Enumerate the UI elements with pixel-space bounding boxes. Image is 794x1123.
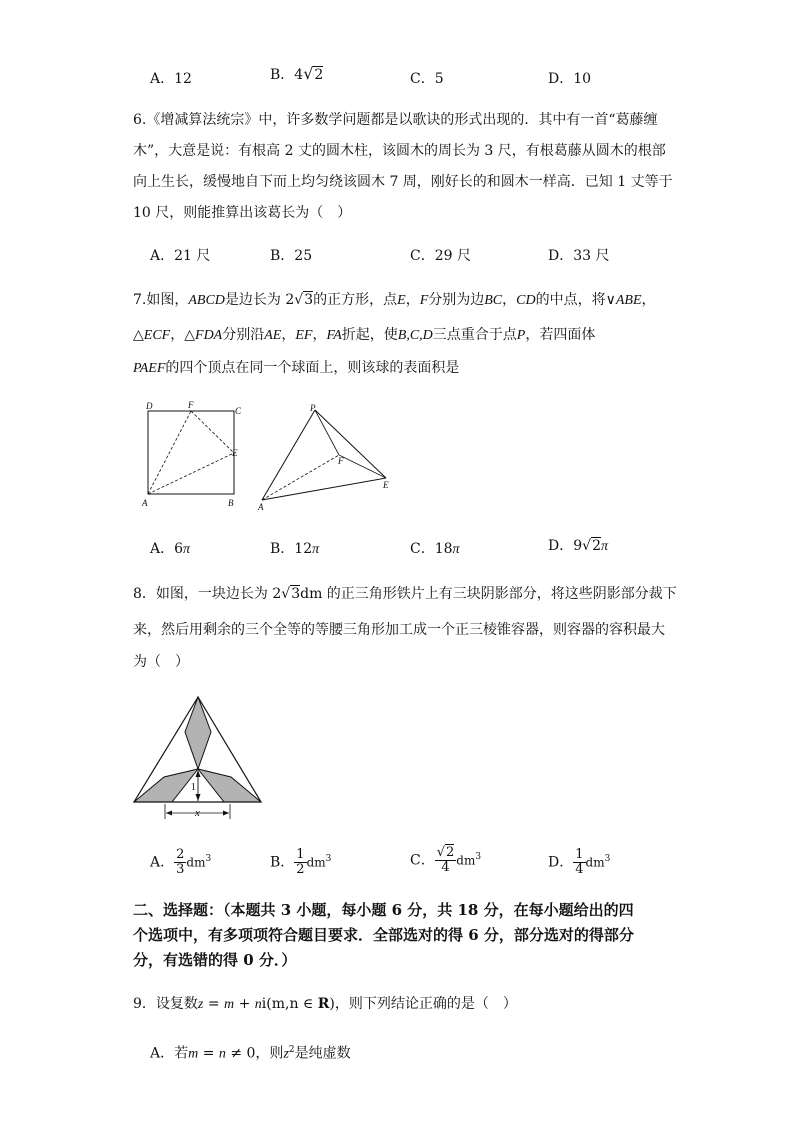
q6-line-4: 10 尺，则能推算出该葛长为（ ） — [133, 205, 352, 221]
section-2-line-1: 二、选择题：（本题共 3 小题，每小题 6 分，共 18 分，在每小题给出的四 — [133, 901, 634, 919]
q7-label-d: D — [146, 401, 153, 411]
q8-option-c[interactable]: C． $\frac{√2}{4}$ $dm^3$ — [410, 845, 482, 875]
q7-label-f2: F — [338, 456, 344, 466]
q8-label-one: 1 — [191, 782, 196, 793]
q6-option-a[interactable]: A．21 尺 — [150, 248, 211, 264]
q8-figure — [130, 692, 265, 820]
q5-option-d[interactable]: D．10 — [548, 71, 592, 87]
q7-label-p: P — [310, 403, 316, 413]
q9-option-a[interactable]: A．若m = n ≠ 0，则$z^2$是纯虚数 — [150, 1045, 351, 1062]
q6-option-d[interactable]: D．33 尺 — [548, 248, 610, 264]
q5-option-b[interactable]: B．4√2 — [270, 64, 324, 83]
q8-line-2: 来，然后用剩余的三个全等的等腰三角形加工成一个正三棱锥容器，则容器的容积最大 — [133, 622, 665, 638]
q6-line-3: 向上生长，缓慢地自下而上均匀绕该圆木 7 周，刚好长的和圆木一样高．已知 1 丈等于 — [133, 174, 673, 190]
q7-edge-pf — [315, 410, 339, 455]
q7-line-3: PAEF的四个顶点在同一个球面上，则该球的表面积是 — [133, 360, 460, 376]
q7-label-e2: E — [383, 480, 389, 490]
q9-stem: 9．设复数z = m + ni(m,n ∈ R)，则下列结论正确的是（ ） — [133, 996, 517, 1012]
q8-option-a[interactable]: A． $\frac{2}{3}$ $dm^3$ — [150, 847, 212, 877]
q7-edge-fe — [339, 455, 386, 478]
q8-x-arrow-right — [223, 811, 229, 816]
q7-label-a2: A — [258, 502, 264, 512]
section-2-line-2: 个选项中，有多项项符合题目要求．全部选对的得 6 分，部分选对的得部分 — [133, 926, 634, 944]
q6-line-1: 6.《增减算法统宗》中，许多数学问题都是以歌诀的形式出现的．其中有一首“葛藤缠 — [133, 112, 658, 128]
q7-label-e: E — [232, 448, 238, 458]
q5-option-c[interactable]: C．5 — [410, 71, 444, 87]
q8-label-x: x — [195, 807, 200, 819]
q8-option-b[interactable]: B． $\frac{1}{2}$ $dm^3$ — [270, 847, 332, 877]
q7-label-a: A — [142, 498, 148, 508]
q7-label-f: F — [188, 400, 194, 410]
q7-edge-pa — [262, 410, 315, 500]
q7-label-b: B — [228, 498, 234, 508]
q7-line-2: △ECF，△FDA分别沿AE，EF，FA折起，使B,C,D三点重合于点P，若四面体 — [133, 327, 596, 343]
q7-option-c[interactable]: C．18π — [410, 541, 460, 557]
q7-option-b[interactable]: B．12π — [270, 541, 320, 557]
q5-option-a[interactable]: A．12 — [150, 71, 192, 87]
q7-dash-fe — [191, 411, 234, 453]
q7-option-d[interactable]: D．9√2π — [548, 538, 608, 554]
q7-line-1: 7.如图，ABCD是边长为 2√3的正方形，点E，F分别为边BC，CD的中点，将∨ABE， — [133, 292, 656, 308]
q8-height-arrow-down — [196, 794, 201, 801]
q7-option-a[interactable]: A．6π — [150, 541, 191, 557]
section-2-line-3: 分，有选错的得 0 分．） — [133, 951, 297, 969]
q7-square — [148, 411, 234, 494]
q6-option-b[interactable]: B．25 — [270, 248, 313, 264]
q6-line-2: 木”，大意是说：有根高 2 丈的圆木柱，该圆木的周长为 3 尺，有根葛藤从圆木的根部 — [133, 143, 666, 159]
q6-option-c[interactable]: C．29 尺 — [410, 248, 471, 264]
q7-edge-pe — [315, 410, 386, 478]
q8-option-d[interactable]: D． $\frac{1}{4}$ $dm^3$ — [548, 847, 611, 877]
q8-line-1: 8．如图，一块边长为 2√3dm 的正三角形铁片上有三块阴影部分，将这些阴影部分裁下 — [133, 586, 677, 602]
q7-label-c: C — [235, 406, 242, 416]
q7-dash-af — [148, 411, 191, 494]
q8-line-3: 为（ ） — [133, 654, 189, 670]
q7-dash-ae — [148, 453, 234, 494]
q8-x-arrow-left — [166, 811, 172, 816]
q8-shade-top — [185, 697, 211, 769]
q7-figure — [138, 398, 398, 516]
